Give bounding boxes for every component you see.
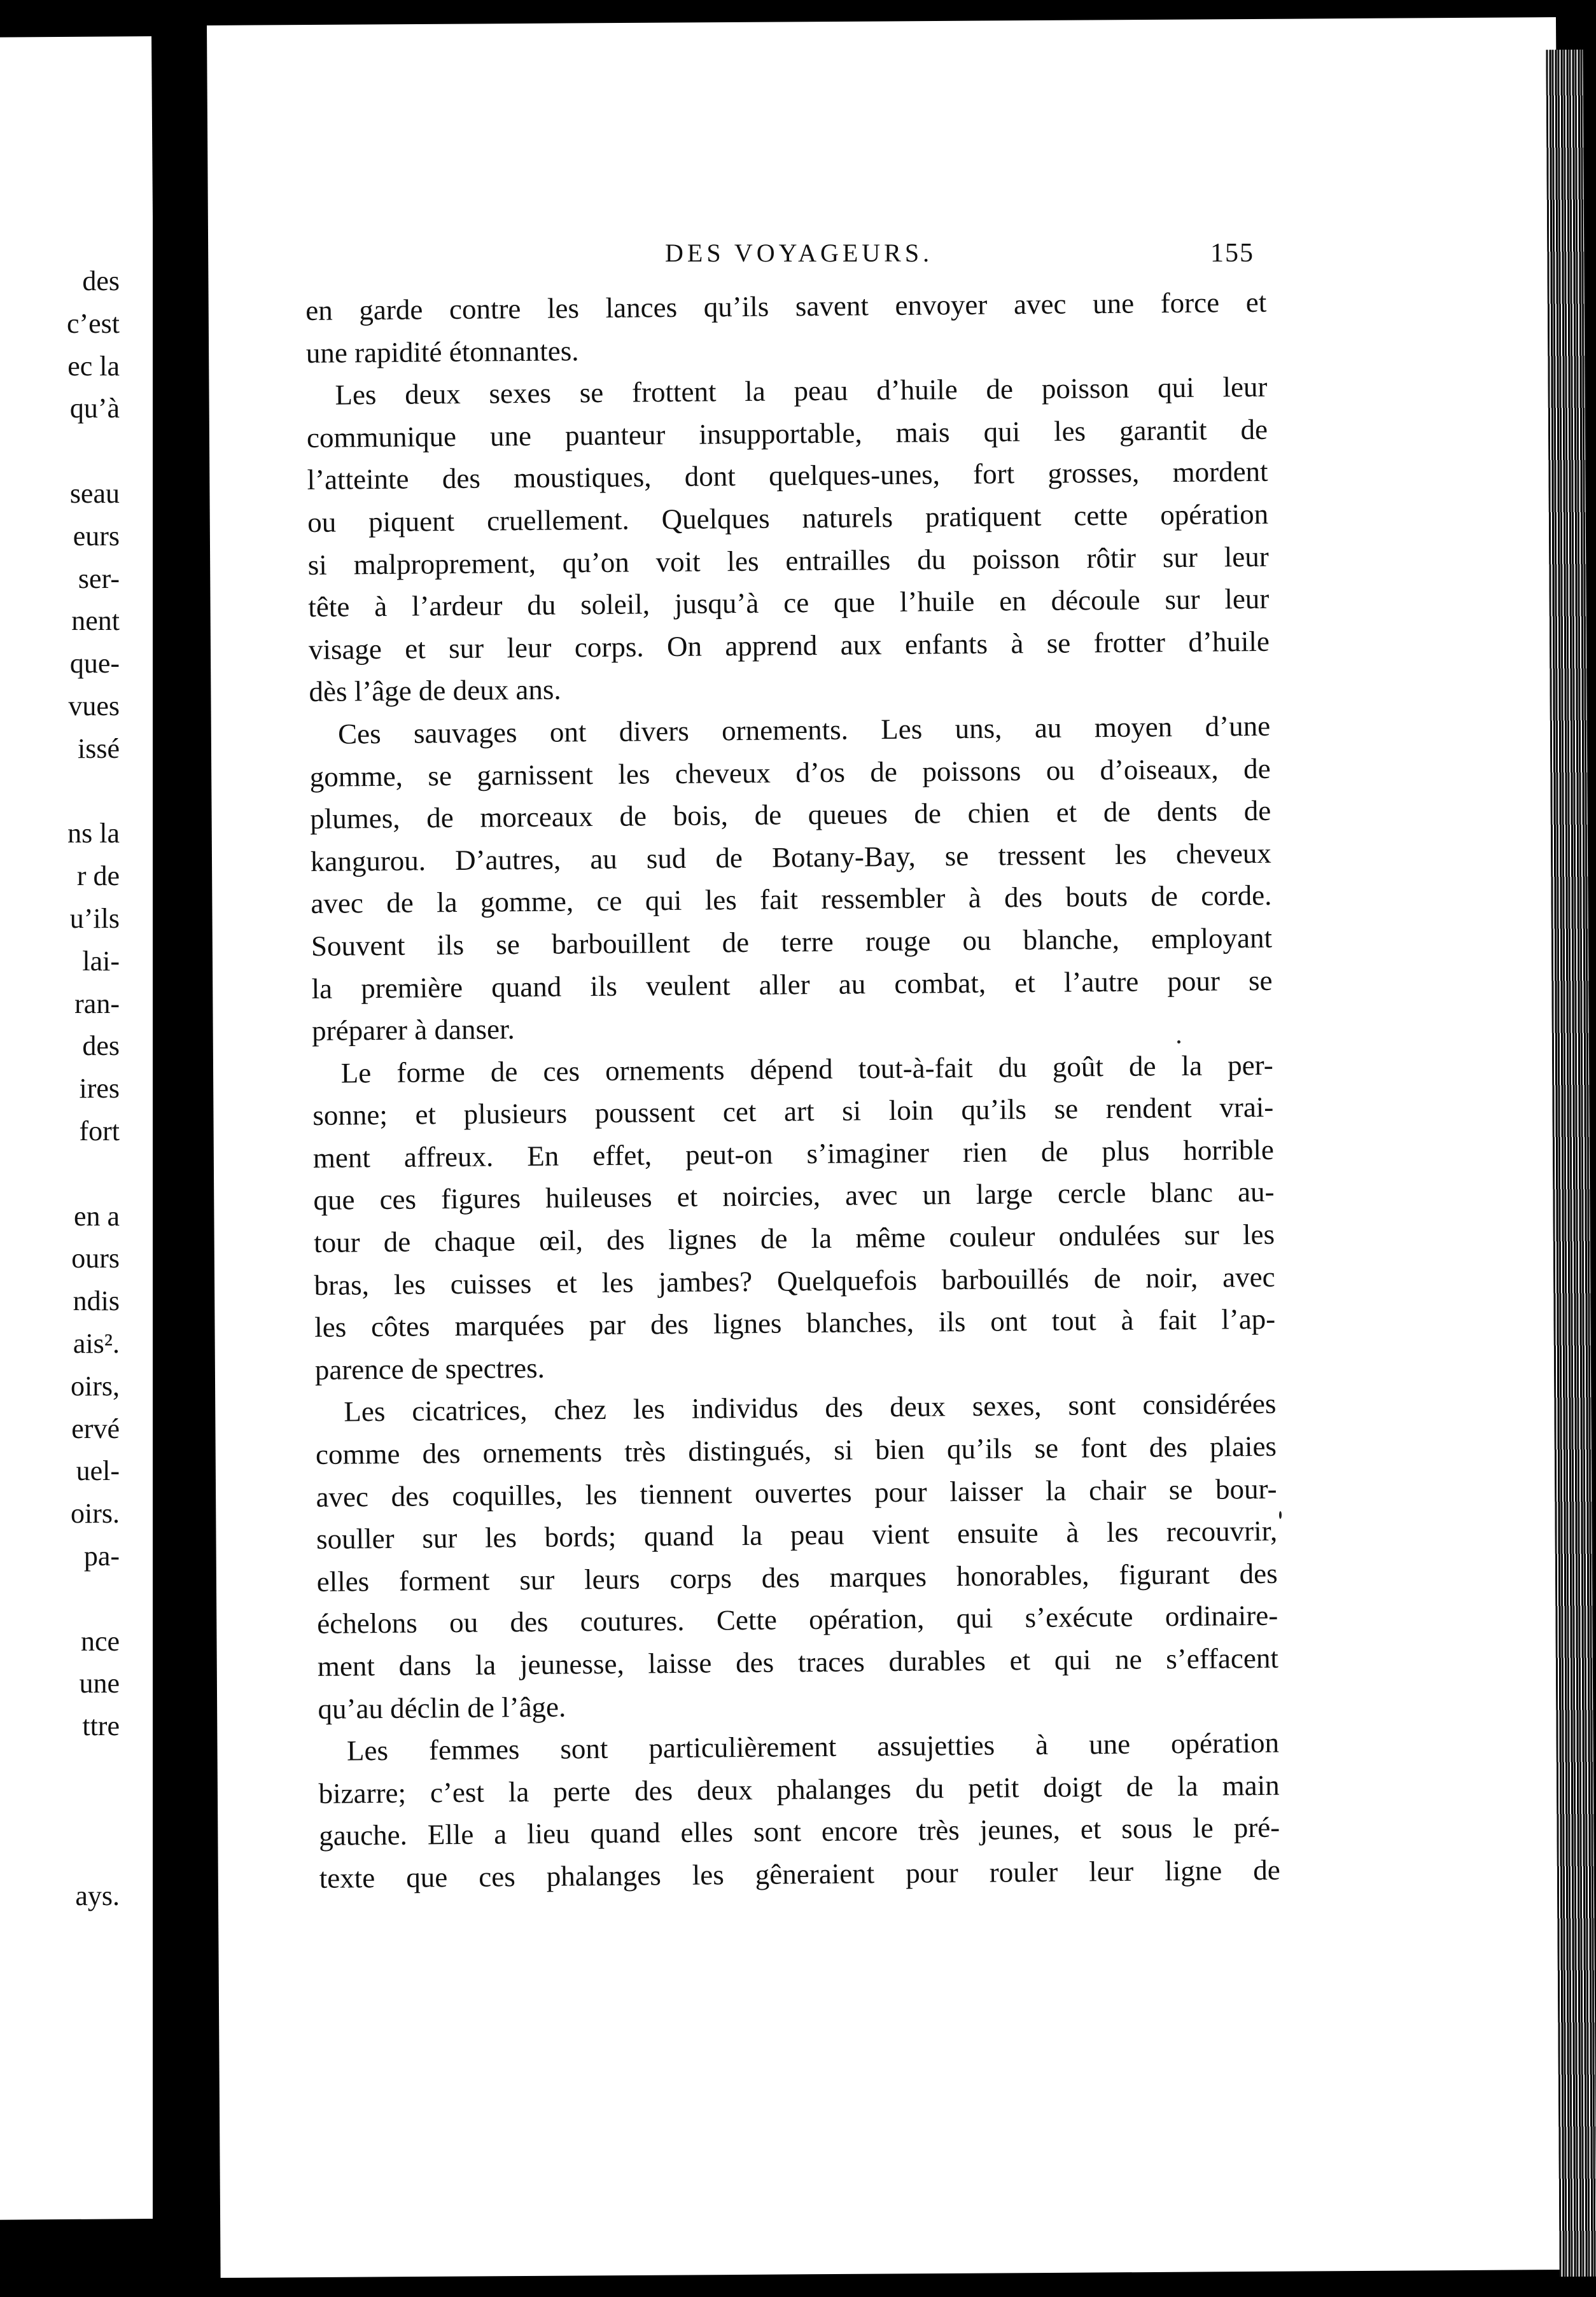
- left-page-line: oirs,: [71, 1370, 120, 1402]
- left-page-line: ndis: [73, 1285, 120, 1317]
- left-page-line: que-: [69, 648, 120, 680]
- left-page-line: ais².: [73, 1328, 120, 1359]
- text-line: préparer à danser.: [311, 1013, 515, 1047]
- text-line: bras, les cuisses et les jambes? Quelquefois barbouillés de noir, avec: [314, 1260, 1275, 1301]
- text-line: parence de spectres.: [314, 1351, 545, 1386]
- text-line: bizarre; c’est la perte des deux phalanges du petit doigt de la main: [318, 1769, 1280, 1810]
- left-page-line: ser-: [78, 562, 120, 594]
- left-page-line: des: [82, 1030, 120, 1062]
- left-page-line: en a: [73, 1200, 120, 1232]
- book-gutter: [153, 25, 213, 2284]
- text-line: tour de chaque œil, des lignes de la même couleur ondulées sur les: [313, 1218, 1275, 1259]
- text-line: la première quand ils veulent aller au combat, et l’autre pour se: [311, 964, 1273, 1005]
- left-page-line: issé: [78, 732, 120, 764]
- text-line: gauche. Elle a lieu quand elles sont encore très jeunes, et sous le pré-: [318, 1812, 1280, 1852]
- text-line: souller sur les bords; quand la peau vient ensuite à les recouvrir,: [316, 1514, 1278, 1556]
- text-line: échelons ou des coutures. Cette opération, qui s’exécute ordinaire-: [317, 1600, 1278, 1640]
- left-page-line: oirs.: [71, 1498, 120, 1530]
- text-line: kangurou. D’autres, au sud de Botany-Bay, se tressent les cheveux: [310, 837, 1272, 877]
- text-line: ment dans la jeunesse, laisse des traces durables et qui ne s’effacent: [317, 1642, 1279, 1682]
- left-page-line: une: [79, 1668, 120, 1700]
- left-page-line: pa-: [83, 1540, 120, 1572]
- left-page-line: eurs: [73, 520, 120, 552]
- text-line: ou piquent cruellement. Quelques naturels pratiquent cette opération: [307, 498, 1269, 538]
- left-page-line: ervé: [71, 1413, 120, 1444]
- left-page-line: nce: [80, 1625, 120, 1657]
- text-line: dès l’âge de deux ans.: [309, 673, 561, 708]
- left-page-line: des: [82, 265, 120, 297]
- text-line: Les femmes sont particulièrement assujetties à une opération: [346, 1726, 1280, 1767]
- text-line: tête à l’ardeur du soleil, jusqu’à ce que l’huile en découle sur leur: [308, 582, 1270, 624]
- text-line: avec de la gomme, ce qui les fait ressembler à des bouts de corde.: [311, 879, 1272, 920]
- text-line: communique une puanteur insupportable, mais qui les garantit de: [306, 413, 1268, 454]
- left-page-line: ours: [71, 1243, 120, 1274]
- body-text: [305, 281, 1280, 1900]
- left-page-line: ec la: [67, 350, 120, 382]
- left-page-line: lai-: [82, 945, 120, 977]
- text-line: visage et sur leur corps. On apprend aux enfants à se frotter d’huile: [308, 625, 1270, 666]
- text-line: comme des ornements très distingués, si bien qu’ils se font des plaies: [315, 1430, 1277, 1470]
- left-page-line: u’ils: [69, 903, 120, 934]
- left-page-line: ran-: [74, 988, 120, 1019]
- left-page-line: vues: [68, 690, 120, 722]
- left-page-line: ays.: [75, 1880, 120, 1912]
- text-line: texte que ces phalanges les gêneraient pour rouler leur ligne de: [319, 1854, 1280, 1894]
- text-line: ment affreux. En effet, peut-on s’imaginer rien de plus horrible: [312, 1133, 1275, 1174]
- text-line: en garde contre les lances qu’ils savent envoyer avec une force et: [305, 286, 1267, 326]
- left-page-line: nent: [71, 605, 120, 637]
- print-speck: [1279, 1511, 1282, 1519]
- text-line: Ces sauvages ont divers ornements. Les uns, au moyen d’une: [337, 709, 1271, 750]
- text-line: Les cicatrices, chez les individus des deux sexes, sont considérées: [344, 1388, 1277, 1428]
- text-line: si malproprement, qu’on voit les entrailles du poisson rôtir sur leur: [307, 540, 1269, 581]
- left-page-line: qu’à: [69, 393, 120, 424]
- print-speck: [1177, 1040, 1180, 1044]
- text-line: qu’au déclin de l’âge.: [318, 1691, 566, 1725]
- text-line: Souvent ils se barbouillent de terre rouge ou blanche, employant: [311, 921, 1273, 962]
- page-number: 155: [1210, 239, 1254, 268]
- running-head: DES VOYAGEURS.: [665, 239, 934, 267]
- left-page-line: uel-: [76, 1455, 120, 1487]
- left-page-line: c’est: [66, 307, 120, 339]
- text-line: Le forme de ces ornements dépend tout-à-fait du goût de la per-: [340, 1049, 1273, 1089]
- text-line: Les deux sexes se frottent la peau d’huile de poisson qui leur: [335, 371, 1268, 411]
- text-line: que ces figures huileuses et noircies, avec un large cercle blanc au-: [313, 1176, 1275, 1217]
- text-line: plumes, de morceaux de bois, de queues de chien et de dents de: [310, 794, 1271, 835]
- left-page-line: ires: [79, 1073, 120, 1105]
- text-line: les côtes marquées par des lignes blanches, ils ont tout à fait l’ap-: [314, 1303, 1276, 1344]
- left-page-line: ns la: [67, 818, 120, 849]
- text-line: l’atteinte des moustiques, dont quelques-unes, fort grosses, mordent: [307, 456, 1268, 496]
- left-page-line: r de: [76, 860, 120, 892]
- text-line: elles forment sur leurs corps des marques honorables, figurant des: [316, 1557, 1278, 1598]
- text-line: une rapidité étonnantes.: [305, 334, 579, 369]
- left-page-line: ttre: [82, 1710, 120, 1742]
- left-page-line: fort: [79, 1115, 120, 1147]
- text-line: avec des coquilles, les tiennent ouvertes pour laisser la chair se bour-: [316, 1472, 1277, 1513]
- text-line: sonne; et plusieurs poussent cet art si loin qu’ils se rendent vrai-: [312, 1091, 1274, 1132]
- text-line: gomme, se garnissent les cheveux d’os de poissons ou d’oiseaux, de: [309, 752, 1271, 793]
- left-page-line: seau: [69, 478, 120, 509]
